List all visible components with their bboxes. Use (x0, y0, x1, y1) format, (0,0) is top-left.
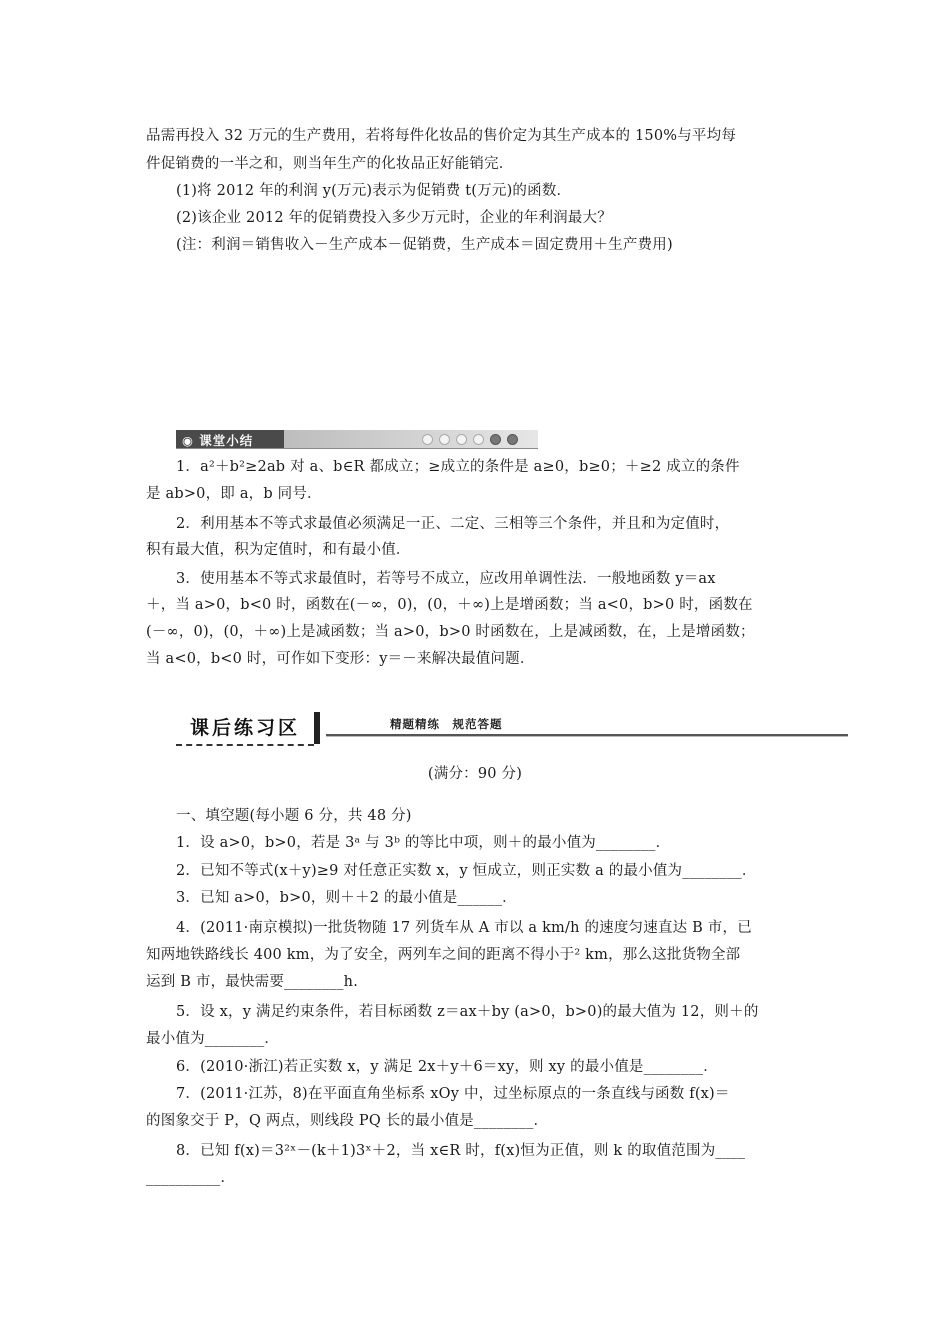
summary-banner-label: ◉ 课堂小结 (182, 433, 254, 448)
decorative-dots (422, 434, 518, 445)
problem-4-cont: 知两地铁路线长 400 km，为了安全，两列车之间的距离不得小于² km，那么这批货物全部 (146, 947, 741, 963)
exercise-header (176, 712, 848, 748)
problem-1: 1．设 a>0，b>0，若是 3ᵃ 与 3ᵇ 的等比中项，则＋的最小值为________． (176, 835, 671, 851)
paragraph-line: 件促销费的一半之和，则当年生产的化妆品正好能销完． (146, 156, 514, 172)
summary-point-2: 2．利用基本不等式求最值必须满足一正、二定、三相等三个条件，并且和为定值时， (176, 516, 730, 532)
problem-8-cont: __________． (146, 1170, 236, 1186)
summary-point-3-cont: (－∞，0)，(0，＋∞)上是减函数；当 a>0，b>0 时函数在，上是减函数，在，上是增函数； (146, 624, 755, 640)
problem-5: 5．设 x，y 满足约束条件，若目标函数 z＝ax＋by (a>0，b>0)的最大值为 12，则＋的 (176, 1004, 759, 1020)
summary-point-1: 1．a²＋b²≥2ab 对 a、b∈R 都成立；≥成立的条件是 a≥0，b≥0；＋≥2 成立的条件 (176, 459, 740, 475)
problem-7-cont: 的图象交于 P，Q 两点，则线段 PQ 长的最小值是________． (146, 1113, 549, 1129)
header-rule (326, 734, 848, 737)
summary-point-1-cont: 是 ab>0，即 a，b 同号． (146, 486, 322, 502)
paragraph-line: 品需再投入 32 万元的生产费用，若将每件化妆品的售价定为其生产成本的 150%与平均每 (146, 128, 737, 144)
problem-2: 2．已知不等式(x＋y)≥9 对任意正实数 x，y 恒成立，则正实数 a 的最小值为________． (176, 863, 757, 879)
exercise-title: 课后练习区 (176, 714, 314, 746)
summary-point-3-cont: ＋，当 a>0，b<0 时，函数在(－∞，0)，(0，＋∞)上是增函数；当 a<0，b>0 时，函数在 (146, 597, 753, 613)
section-heading: 一、填空题(每小题 6 分，共 48 分) (176, 808, 412, 824)
exercise-subtitle: 精题精练 规范答题 (390, 717, 503, 731)
summary-point-2-cont: 积有最大值，积为定值时，和有最小值． (146, 542, 411, 558)
note-line: (注：利润＝销售收入－生产成本－促销费，生产成本＝固定费用＋生产费用) (176, 237, 673, 253)
question-part-2: (2)该企业 2012 年的促销费投入多少万元时，企业的年利润最大？ (176, 210, 612, 226)
problem-4-cont: 运到 B 市，最快需要________h. (146, 974, 359, 990)
problem-5-cont: 最小值为________． (146, 1031, 280, 1047)
problem-6: 6．(2010·浙江)若正实数 x，y 满足 2x＋y＋6＝xy，则 xy 的最小值是________． (176, 1059, 718, 1075)
full-score: (满分：90 分) (427, 766, 523, 782)
header-divider (314, 712, 320, 744)
problem-8: 8．已知 f(x)＝3²ˣ－(k＋1)3ˣ＋2，当 x∈R 时，f(x)恒为正值，则 k 的取值范围为____ (176, 1143, 746, 1159)
problem-4: 4．(2011·南京模拟)一批货物随 17 列货车从 A 市以 a km/h 的速度匀速直达 B 市，已 (176, 920, 752, 936)
summary-banner (176, 430, 538, 448)
summary-point-3-cont: 当 a<0，b<0 时，可作如下变形：y＝－来解决最值问题． (146, 651, 535, 667)
question-part-1: (1)将 2012 年的利润 y(万元)表示为促销费 t(万元)的函数． (176, 183, 572, 199)
summary-point-3: 3．使用基本不等式求最值时，若等号不成立，应改用单调性法．一般地函数 y＝ax (176, 571, 716, 587)
problem-3: 3．已知 a>0，b>0，则＋＋2 的最小值是______． (176, 890, 517, 906)
problem-7: 7．(2011·江苏，8)在平面直角坐标系 xOy 中，过坐标原点的一条直线与函数 f(x)＝ (176, 1086, 730, 1102)
